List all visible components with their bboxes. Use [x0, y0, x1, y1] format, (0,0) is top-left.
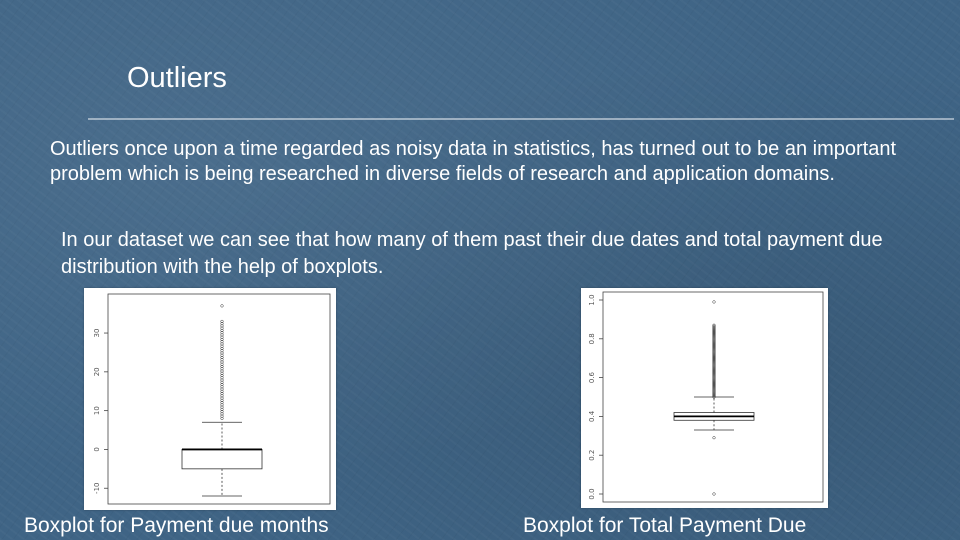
outlier-point: [713, 436, 716, 439]
y-tick-label: 1.0: [588, 294, 596, 306]
outlier-point: [713, 301, 716, 304]
outlier-point: [221, 305, 224, 308]
boxplot-right-svg: [581, 288, 828, 508]
boxplot-payment-due-months: [84, 288, 336, 510]
intro-paragraph: Outliers once upon a time regarded as noisy data in statistics, has turned out to be an important problem which is being researched in diverse fields of research and application domains.: [50, 138, 897, 185]
boxplot-total-payment-due: [581, 288, 828, 508]
plot-frame: [108, 294, 330, 504]
y-tick-label: 0.6: [588, 372, 596, 384]
boxplot-left-svg: [84, 288, 336, 510]
box-iqr: [182, 449, 262, 468]
y-tick-label: 0.2: [588, 449, 596, 461]
dataset-paragraph: In our dataset we can see that how many of them past their due dates and total payment due distribution with the help of boxplots.: [61, 229, 883, 278]
y-tick-label: 0.4: [588, 410, 596, 422]
slide-title: Outliers: [127, 62, 227, 94]
y-tick-label: 0: [93, 447, 101, 452]
y-tick-label: 20: [93, 367, 101, 377]
caption-total-payment-due: Boxplot for Total Payment Due: [523, 514, 807, 537]
outlier-point: [713, 493, 716, 496]
y-tick-label: 0.0: [588, 488, 596, 500]
y-tick-label: 30: [93, 328, 101, 338]
y-tick-label: 10: [93, 406, 101, 416]
caption-payment-due-months: Boxplot for Payment due months: [24, 514, 329, 537]
title-divider: [88, 118, 954, 120]
y-tick-label: -10: [93, 482, 101, 494]
y-tick-label: 0.8: [588, 333, 596, 345]
